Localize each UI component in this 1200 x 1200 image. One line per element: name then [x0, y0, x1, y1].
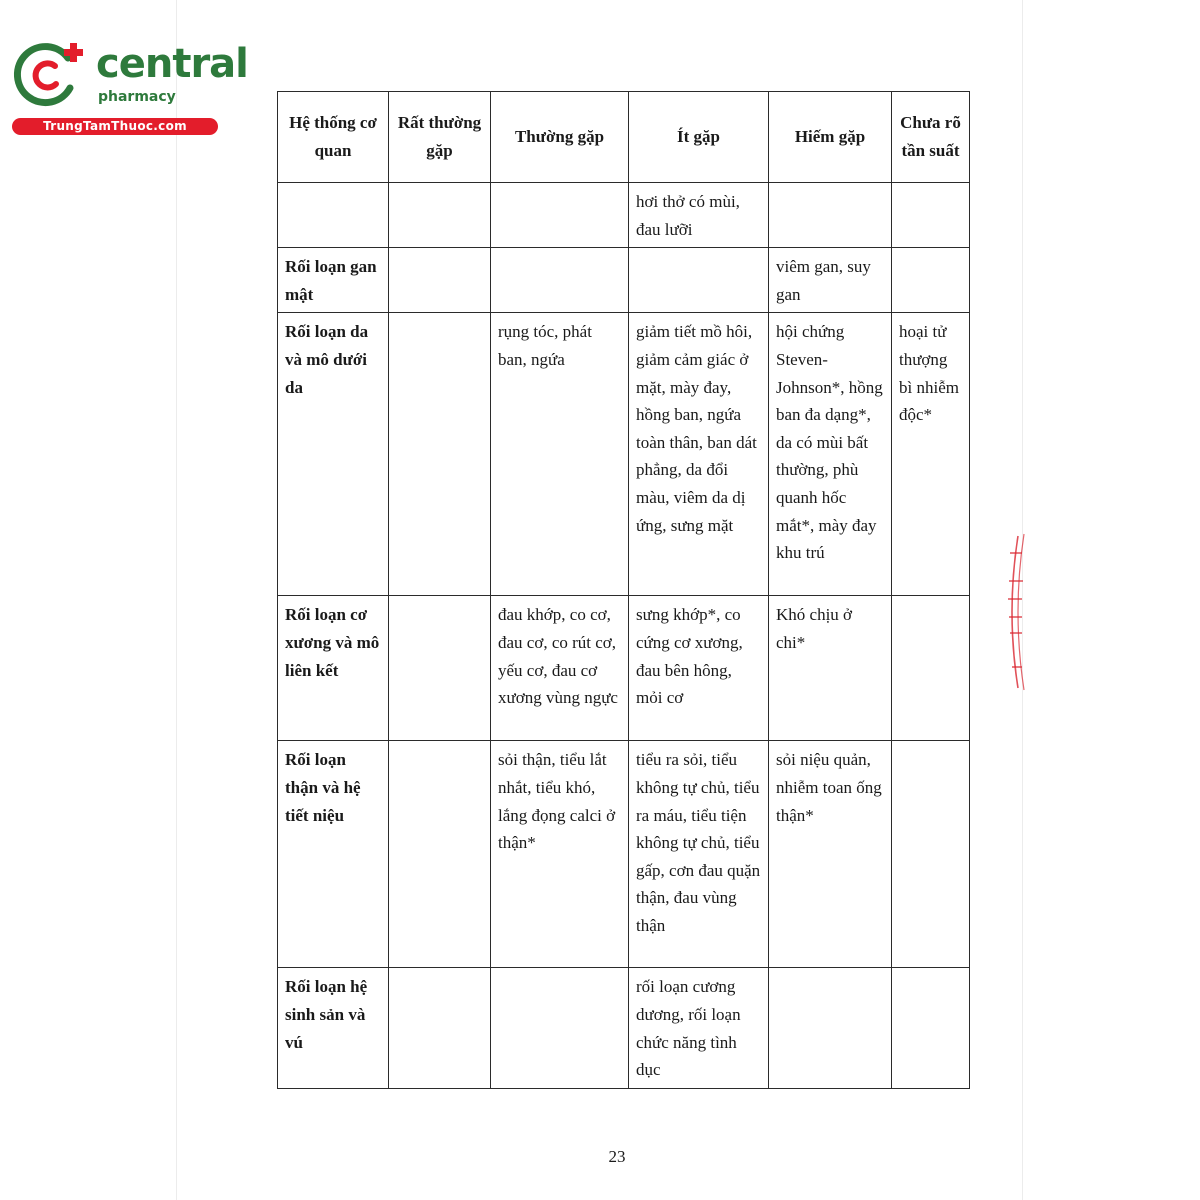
very-common-cell	[389, 968, 491, 1088]
logo-url: TrungTamThuoc.com	[12, 118, 218, 135]
rare-cell: Khó chịu ở chi*	[769, 596, 892, 741]
rare-cell: hội chứng Steven-Johnson*, hồng ban đa dạng*, da có mùi bất thường, phù quanh hốc mắt*, mày đay khu trú	[769, 313, 892, 596]
unknown-cell	[892, 741, 970, 968]
very-common-cell	[389, 741, 491, 968]
uncommon-cell: tiểu ra sỏi, tiểu không tự chủ, tiểu ra máu, tiểu tiện không tự chủ, tiểu gấp, cơn đau quặn thận, đau vùng thận	[629, 741, 769, 968]
header-common: Thường gặp	[491, 92, 629, 183]
unknown-cell	[892, 248, 970, 313]
very-common-cell	[389, 183, 491, 248]
rare-cell: viêm gan, suy gan	[769, 248, 892, 313]
organ-cell: Rối loạn cơ xương và mô liên kết	[278, 596, 389, 741]
logo-subtitle: pharmacy	[98, 89, 176, 105]
table-header-row	[278, 92, 970, 183]
unknown-cell: hoại tử thượng bì nhiễm độc*	[892, 313, 970, 596]
logo-name: central	[96, 41, 248, 87]
unknown-cell	[892, 596, 970, 741]
header-very-common: Rất thường gặp	[389, 92, 491, 183]
very-common-cell	[389, 596, 491, 741]
stamp-fragment-icon	[1000, 532, 1030, 692]
unknown-cell	[892, 183, 970, 248]
rare-cell: sỏi niệu quản, nhiễm toan ống thận*	[769, 741, 892, 968]
header-organ-system: Hệ thống cơ quan	[278, 92, 389, 183]
header-unknown-frequency: Chưa rõ tần suất	[892, 92, 970, 183]
side-effects-table	[277, 91, 970, 1089]
header-rare: Hiếm gặp	[769, 92, 892, 183]
common-cell	[491, 248, 629, 313]
uncommon-cell: rối loạn cương dương, rối loạn chức năng tình dục	[629, 968, 769, 1088]
organ-cell: Rối loạn thận và hệ tiết niệu	[278, 741, 389, 968]
uncommon-cell: giảm tiết mồ hôi, giảm cảm giác ở mặt, mày đay, hồng ban, ngứa toàn thân, ban dát phẳng, da đổi màu, viêm da dị ứng, sưng mặt	[629, 313, 769, 596]
common-cell: sỏi thận, tiểu lắt nhắt, tiểu khó, lắng đọng calci ở thận*	[491, 741, 629, 968]
organ-cell: Rối loạn gan mật	[278, 248, 389, 313]
rare-cell	[769, 183, 892, 248]
page-edge-left	[176, 0, 177, 1200]
page-number: 23	[608, 1147, 626, 1166]
rare-cell	[769, 968, 892, 1088]
organ-cell: Rối loạn hệ sinh sản và vú	[278, 968, 389, 1088]
table-row	[278, 183, 970, 248]
very-common-cell	[389, 248, 491, 313]
table-row	[278, 741, 970, 968]
uncommon-cell	[629, 248, 769, 313]
table-row	[278, 248, 970, 313]
uncommon-cell: hơi thở có mùi, đau lưỡi	[629, 183, 769, 248]
common-cell: đau khớp, co cơ, đau cơ, co rút cơ, yếu cơ, đau cơ xương vùng ngực	[491, 596, 629, 741]
table-row	[278, 313, 970, 596]
common-cell	[491, 183, 629, 248]
uncommon-cell: sưng khớp*, co cứng cơ xương, đau bên hông, mỏi cơ	[629, 596, 769, 741]
header-uncommon: Ít gặp	[629, 92, 769, 183]
very-common-cell	[389, 313, 491, 596]
organ-cell	[278, 183, 389, 248]
organ-cell: Rối loạn da và mô dưới da	[278, 313, 389, 596]
common-cell	[491, 968, 629, 1088]
pharmacy-logo	[10, 38, 248, 138]
central-pharmacy-logo-icon	[10, 38, 90, 110]
table-row	[278, 596, 970, 741]
unknown-cell	[892, 968, 970, 1088]
table-row	[278, 968, 970, 1088]
common-cell: rụng tóc, phát ban, ngứa	[491, 313, 629, 596]
